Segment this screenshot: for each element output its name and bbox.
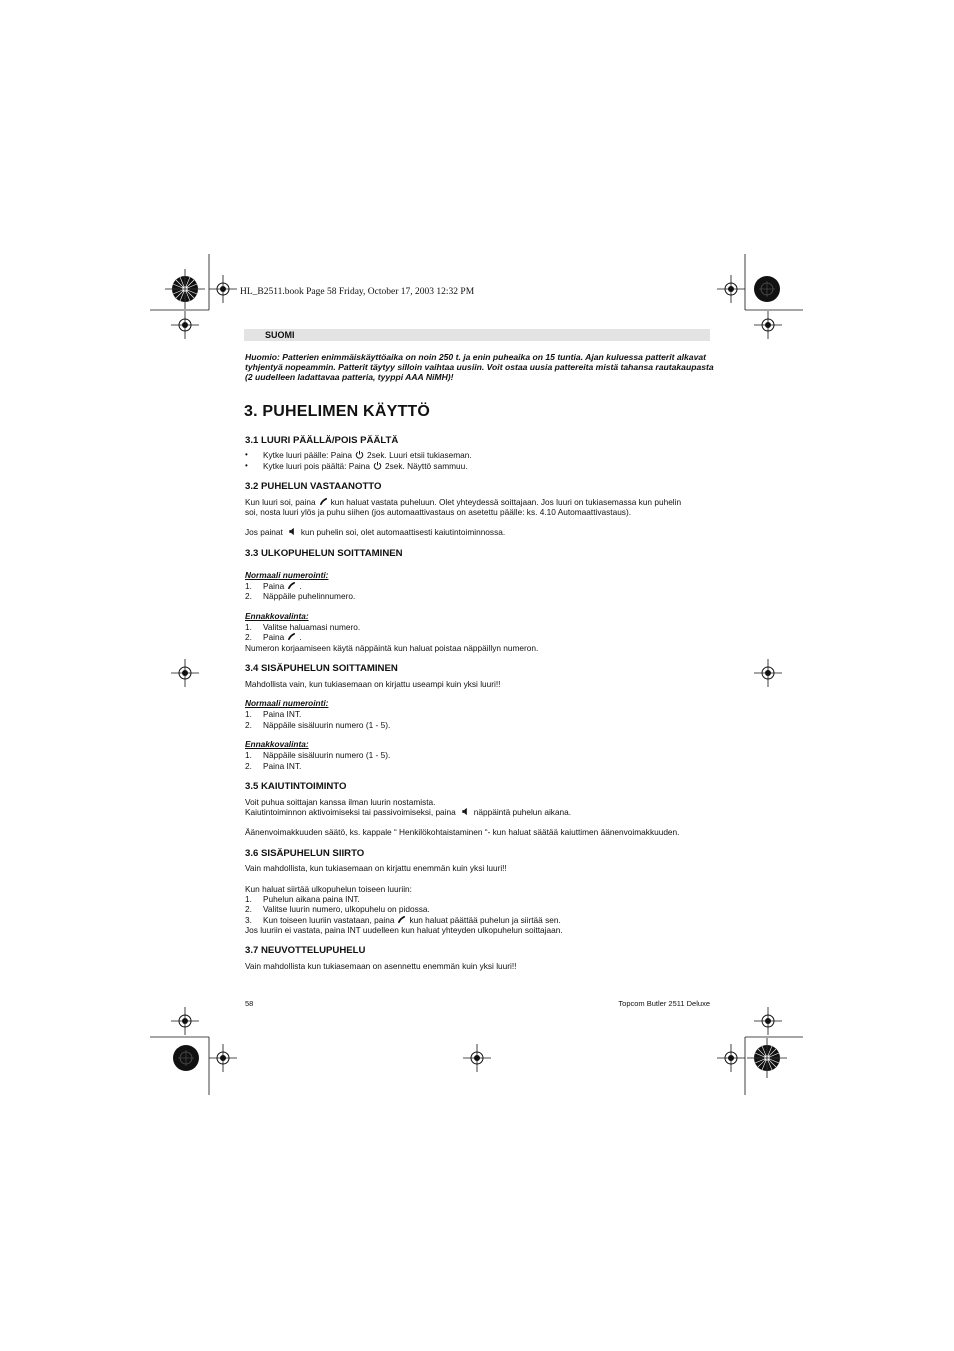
section-3-3-title: 3.3 ULKOPUHELUN SOITTAMINEN	[245, 548, 403, 559]
paragraph: Kun haluat siirtää ulkopuhelun toiseen luuriin:	[245, 884, 412, 894]
list-number: 1.	[245, 750, 252, 760]
list-number: 1.	[245, 709, 252, 719]
section-3-2-title: 3.2 PUHELUN VASTAANOTTO	[245, 481, 382, 492]
item-text: Kytke luuri pois päältä: Paina	[263, 461, 371, 471]
list-item	[263, 461, 468, 472]
list-item: Valitse haluamasi numero.	[263, 622, 361, 632]
chapter-title: 3. PUHELIMEN KÄYTTÖ	[244, 403, 431, 420]
list-number: 2.	[245, 720, 252, 730]
list-item: Näppäile sisäluurin numero (1 - 5).	[263, 750, 391, 760]
section-3-7-title: 3.7 NEUVOTTELUPUHELU	[245, 945, 366, 956]
list-number: 2.	[245, 632, 252, 642]
list-number: 1.	[245, 622, 252, 632]
power-icon	[373, 461, 382, 472]
speaker-icon	[461, 807, 469, 818]
paragraph: Mahdollista vain, kun tukiasemaan on kirjattu useampi kuin yksi luuri!!	[245, 679, 501, 689]
list-item	[263, 450, 472, 461]
list-number: 1.	[245, 581, 252, 591]
list-number: 2.	[245, 904, 252, 914]
bullet: •	[245, 450, 248, 459]
bullet: •	[245, 461, 248, 470]
list-number: 1.	[245, 894, 252, 904]
paragraph: Vain mahdollista kun tukiasemaan on asennettu enemmän kuin yksi luuri!!	[245, 961, 517, 971]
list-item: Valitse luurin numero, ulkopuhelu on pidossa.	[263, 904, 430, 914]
list-number: 2.	[245, 591, 252, 601]
list-item: Puhelun aikana paina INT.	[263, 894, 360, 904]
section-3-4-title: 3.4 SISÄPUHELUN SOITTAMINEN	[245, 663, 398, 674]
language-bar	[244, 329, 710, 341]
section-3-5-title: 3.5 KAIUTINTOIMINTO	[245, 781, 347, 792]
power-icon	[355, 450, 364, 461]
list-item: Näppäile puhelinnumero.	[263, 591, 356, 601]
list-item: Paina .	[263, 581, 302, 591]
paragraph: Numeron korjaamiseen käytä näppäintä kun haluat poistaa näppäillyn numeron.	[245, 643, 539, 653]
subheading: Ennakkovalinta:	[245, 739, 309, 749]
paragraph: soi, nosta luuri ylös ja puhu siihen (jos automaattivastaus on asetettu päälle: ks. 4.10 Automaattivastaus).	[245, 507, 632, 517]
paragraph: Jos painat kun puhelin soi, olet automaattisesti kaiutintoiminnossa.	[245, 527, 506, 537]
list-number: 3.	[245, 915, 252, 925]
list-item: Näppäile sisäluurin numero (1 - 5).	[263, 720, 391, 730]
list-number: 2.	[245, 761, 252, 771]
paragraph: Vain mahdollista, kun tukiasemaan on kirjattu enemmän kuin yksi luuri!!	[245, 863, 507, 873]
paragraph: Jos luuriin ei vastata, paina INT uudelleen kun haluat yhteyden ulkopuhelun soittajaan.	[245, 925, 563, 935]
section-3-1-title: 3.1 LUURI PÄÄLLÄ/POIS PÄÄLTÄ	[245, 435, 399, 446]
battery-note: Huomio: Patterien enimmäiskäyttöaika on noin 250 t. ja enin puheaika on 15 tuntia. Ajan kuluessa patterit alkavat tyhjentyä nopeammin. Patterit täytyy silloin vaihtaa uusiin. Voit ostaa uusia pattereita mistä tahansa rautakaupasta (2 uudelleen ladattavaa patteria, tyyppi AAA NiMH)!	[245, 352, 714, 382]
section-3-6-title: 3.6 SISÄPUHELUN SIIRTO	[245, 848, 365, 859]
page-number: 58	[245, 999, 254, 1008]
subheading: Normaali numerointi:	[245, 698, 329, 708]
speaker-icon	[288, 527, 296, 538]
paragraph: Kaiutintoiminnon aktivoimiseksi tai passivoimiseksi, paina näppäintä puhelun aikana.	[245, 807, 572, 817]
subheading: Normaali numerointi:	[245, 570, 329, 580]
list-item: Paina INT.	[263, 761, 302, 771]
book-info: HL_B2511.book Page 58 Friday, October 17, 2003 12:32 PM	[240, 287, 475, 297]
item-text: Kytke luuri päälle: Paina	[263, 450, 353, 460]
list-item: Kun toiseen luuriin vastataan, paina kun haluat päättää puhelun ja siirtää sen.	[263, 915, 561, 925]
list-item: Paina INT.	[263, 709, 302, 719]
subheading: Ennakkovalinta:	[245, 611, 309, 621]
item-text: 2sek. Luuri etsii tukiaseman.	[367, 450, 472, 460]
language-label: SUOMI	[265, 330, 295, 340]
product-name: Topcom Butler 2511 Deluxe	[618, 999, 710, 1008]
list-item: Paina .	[263, 632, 302, 642]
paragraph: Voit puhua soittajan kanssa ilman luurin nostamista.	[245, 797, 436, 807]
paragraph: Äänenvoimakkuuden säätö, ks. kappale “ Henkilökohtaistaminen “- kun haluat säätää kaiuttimen äänenvoimakkuuden.	[245, 827, 680, 837]
paragraph: Kun luuri soi, paina kun haluat vastata puheluun. Olet yhteydessä soittajaan. Jos luuri on tukiasemassa kun puhelin	[245, 497, 682, 507]
item-text: 2sek. Näyttö sammuu.	[385, 461, 468, 471]
phone-handset-icon	[287, 632, 296, 643]
